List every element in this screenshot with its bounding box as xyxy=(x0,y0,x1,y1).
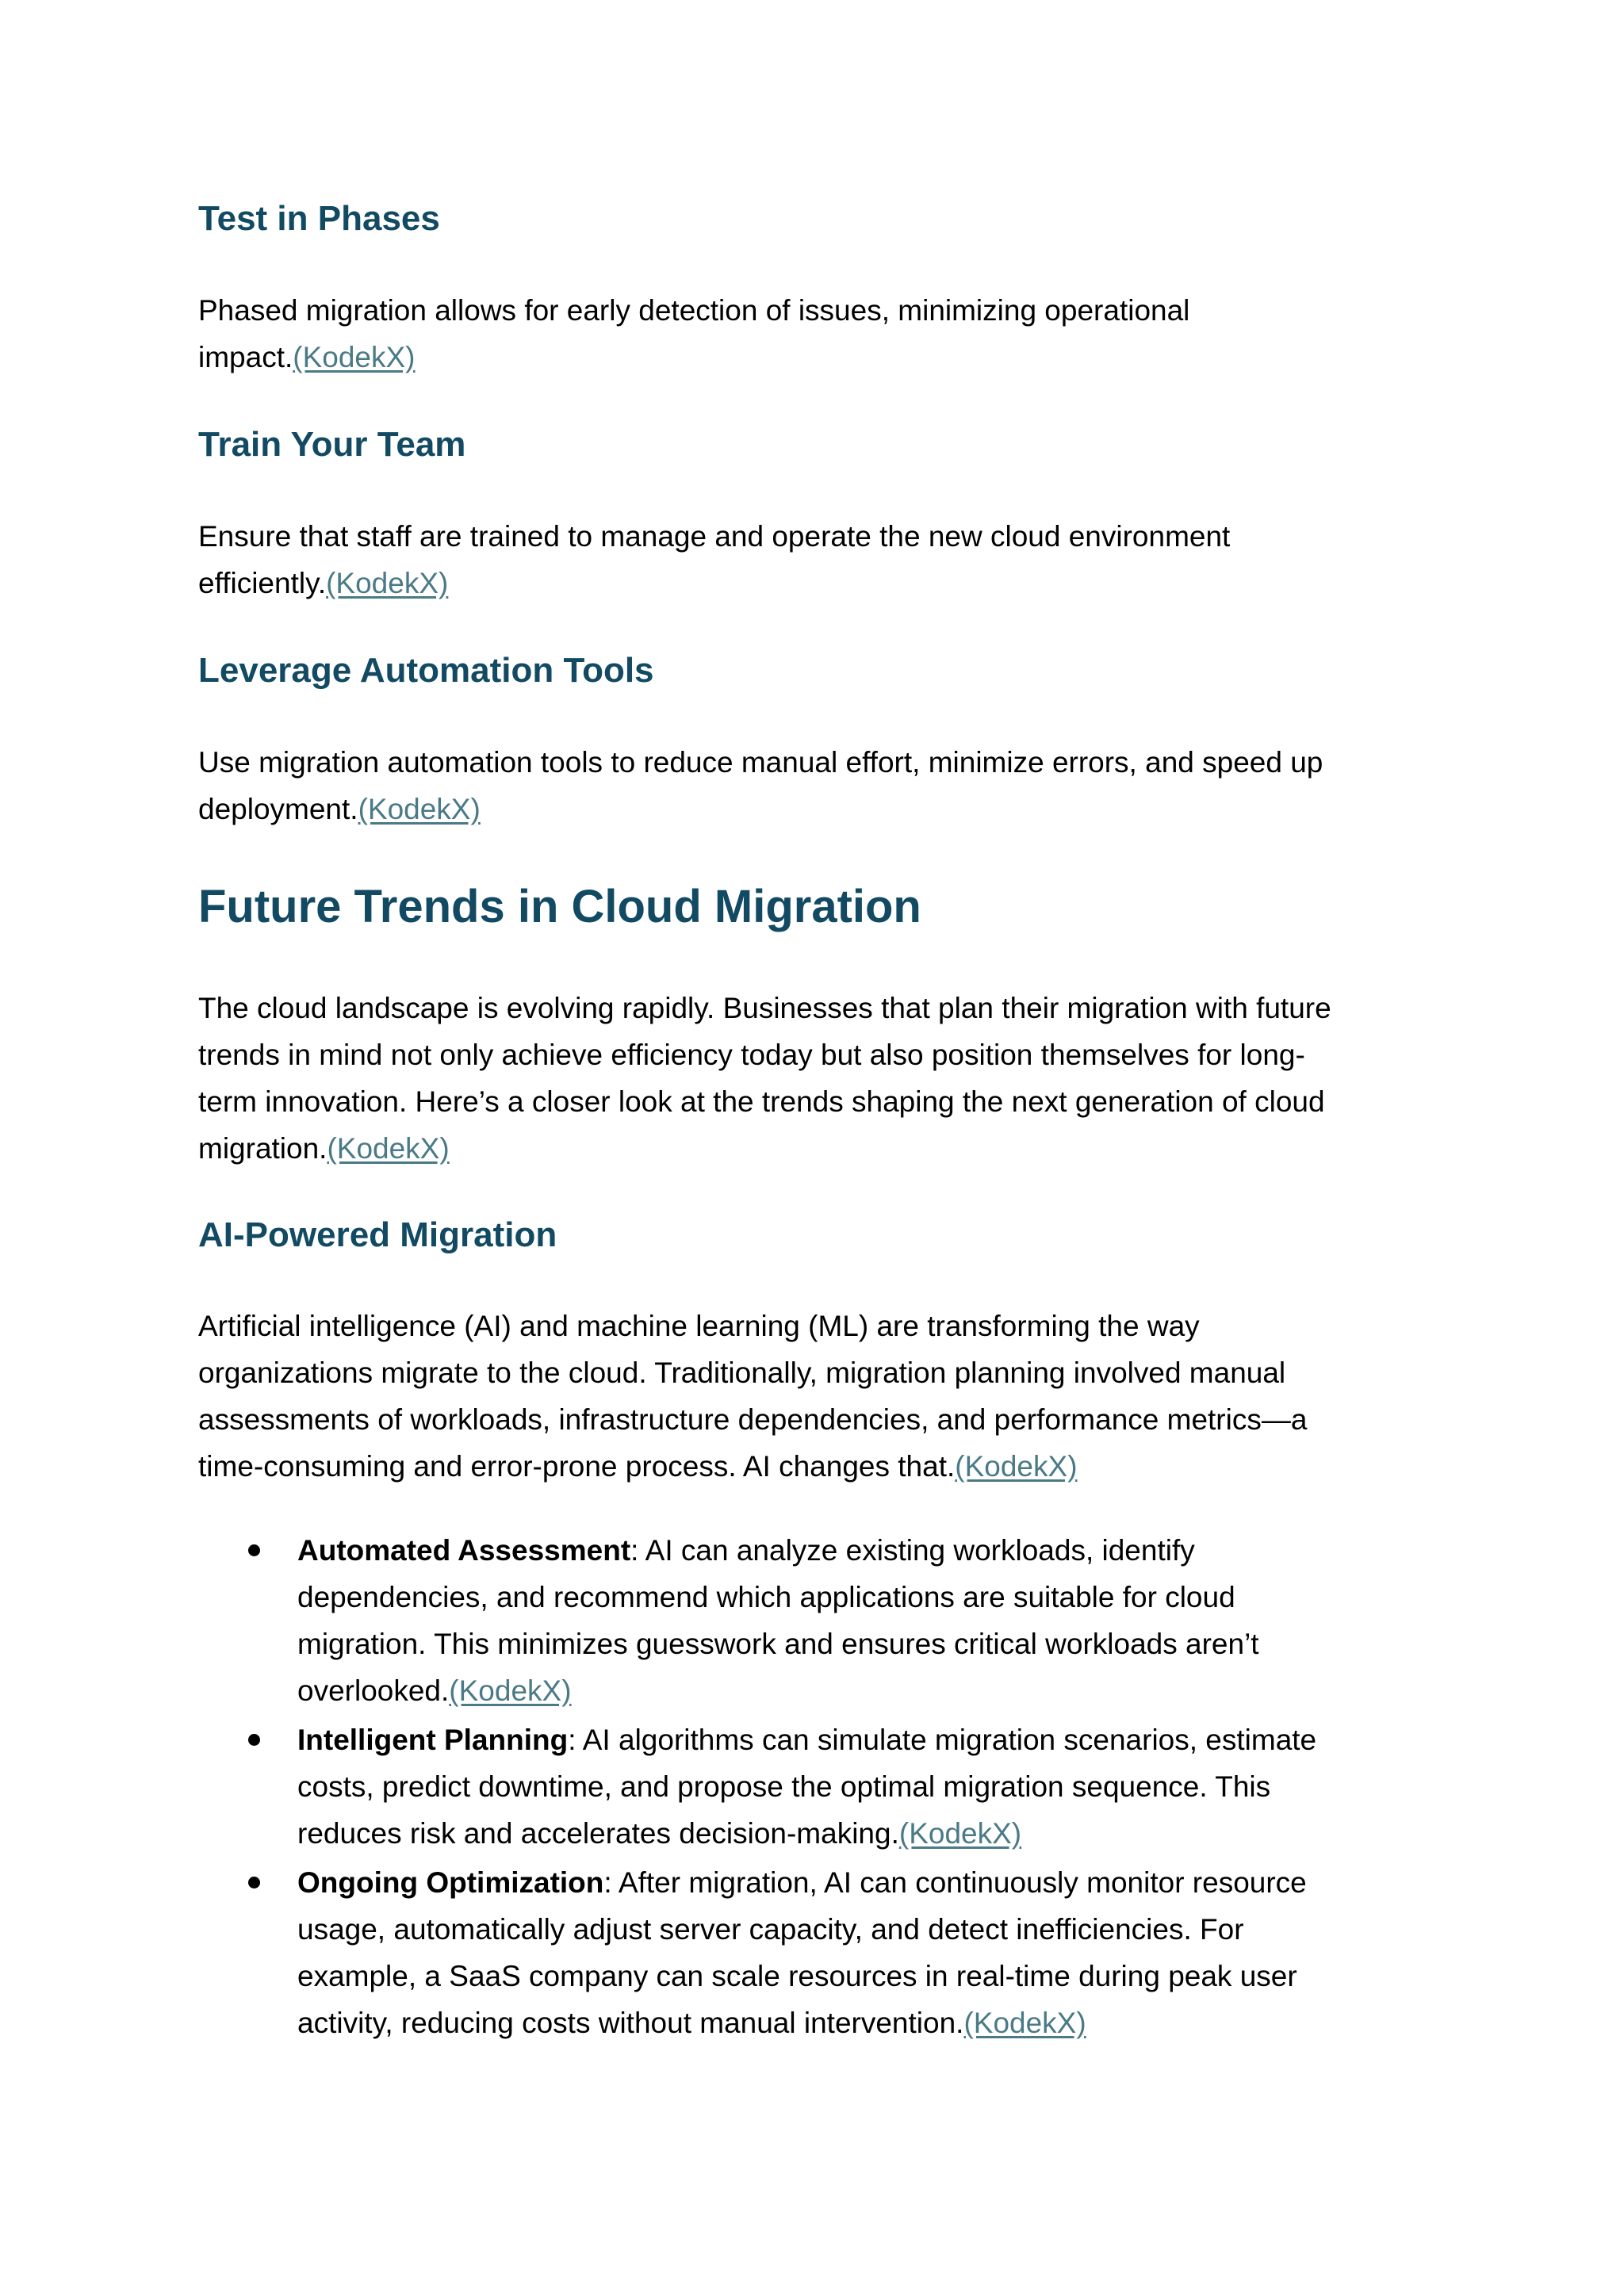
list-item-ongoing-optimization xyxy=(198,1859,1451,2046)
list-item-intelligent-planning xyxy=(198,1716,1451,1857)
citation-link[interactable]: (KodekX) xyxy=(898,1817,1022,1850)
text-fragment: time-consuming and error-prone process. AI changes that. xyxy=(198,1450,956,1483)
text-fragment: : AI can analyze existing workloads, identify xyxy=(630,1534,1195,1567)
heading-test-in-phases: Test in Phases xyxy=(198,199,440,238)
text-line: Artificial intelligence (AI) and machine learning (ML) are transforming the way xyxy=(198,1310,1200,1342)
list-item-automated-assessment xyxy=(198,1527,1451,1714)
citation-link[interactable]: (KodekX) xyxy=(449,1674,572,1707)
text-fragment: reduces risk and accelerates decision-making. xyxy=(297,1817,899,1850)
text-line: migration. This minimizes guesswork and ensures critical workloads aren’t xyxy=(297,1628,1259,1660)
text-line xyxy=(198,334,1451,381)
text-line xyxy=(198,1125,1451,1172)
text-line xyxy=(297,1667,1451,1714)
text-fragment: impact. xyxy=(198,341,293,373)
list-term: Automated Assessment xyxy=(297,1534,631,1567)
text-line: Use migration automation tools to reduce manual effort, minimize errors, and speed up xyxy=(198,746,1323,779)
text-line xyxy=(198,560,1451,607)
text-fragment: : After migration, AI can continuously monitor resource xyxy=(603,1866,1307,1899)
text-fragment: overlooked. xyxy=(297,1674,450,1707)
text-line: trends in mind not only achieve efficiency today but also position themselves for long- xyxy=(198,1039,1305,1071)
paragraph-leverage-automation-tools xyxy=(198,739,1451,832)
text-line: example, a SaaS company can scale resources in real-time during peak user xyxy=(297,1960,1297,1992)
text-fragment: activity, reducing costs without manual intervention. xyxy=(297,2007,964,2039)
bullet-icon xyxy=(248,1877,260,1888)
text-line xyxy=(297,1859,1451,1906)
heading-leverage-automation-tools: Leverage Automation Tools xyxy=(198,651,654,690)
citation-link[interactable]: (KodekX) xyxy=(963,2007,1086,2039)
text-line xyxy=(297,1810,1451,1857)
text-fragment: efficiently. xyxy=(198,567,327,599)
text-line xyxy=(198,786,1451,832)
text-line: The cloud landscape is evolving rapidly. Businesses that plan their migration with future xyxy=(198,992,1331,1024)
ai-benefits-list xyxy=(198,1527,1451,2049)
citation-link[interactable]: (KodekX) xyxy=(327,1132,450,1165)
citation-link[interactable]: (KodekX) xyxy=(293,341,416,373)
citation-link[interactable]: (KodekX) xyxy=(358,793,481,825)
text-line: costs, predict downtime, and propose the optimal migration sequence. This xyxy=(297,1770,1271,1803)
text-line xyxy=(297,1527,1451,1574)
text-line: assessments of workloads, infrastructure dependencies, and performance metrics—a xyxy=(198,1403,1308,1436)
citation-link[interactable]: (KodekX) xyxy=(955,1450,1078,1483)
text-fragment: : AI algorithms can simulate migration scenarios, estimate xyxy=(568,1724,1317,1756)
heading-future-trends: Future Trends in Cloud Migration xyxy=(198,881,921,932)
list-term: Ongoing Optimization xyxy=(297,1866,604,1899)
bullet-icon xyxy=(248,1734,260,1746)
paragraph-ai-powered-migration xyxy=(198,1303,1451,1490)
text-line: dependencies, and recommend which applications are suitable for cloud xyxy=(297,1581,1235,1613)
paragraph-future-trends xyxy=(198,985,1451,1172)
text-line: Ensure that staff are trained to manage and operate the new cloud environment xyxy=(198,520,1231,553)
paragraph-test-in-phases xyxy=(198,287,1451,381)
paragraph-train-your-team xyxy=(198,513,1451,607)
list-term: Intelligent Planning xyxy=(297,1724,569,1756)
text-line xyxy=(198,1443,1451,1490)
heading-ai-powered-migration: AI-Powered Migration xyxy=(198,1215,557,1254)
text-fragment: migration. xyxy=(198,1132,327,1165)
text-line xyxy=(297,1716,1451,1763)
bullet-icon xyxy=(248,1544,260,1556)
text-line: Phased migration allows for early detection of issues, minimizing operational xyxy=(198,294,1190,327)
text-line: usage, automatically adjust server capacity, and detect inefficiencies. For xyxy=(297,1913,1244,1946)
text-line: term innovation. Here’s a closer look at the trends shaping the next generation of cloud xyxy=(198,1085,1325,1118)
text-line xyxy=(297,1999,1451,2046)
heading-train-your-team: Train Your Team xyxy=(198,425,466,464)
citation-link[interactable]: (KodekX) xyxy=(326,567,449,599)
text-line: organizations migrate to the cloud. Traditionally, migration planning involved manual xyxy=(198,1357,1286,1389)
text-fragment: deployment. xyxy=(198,793,358,825)
